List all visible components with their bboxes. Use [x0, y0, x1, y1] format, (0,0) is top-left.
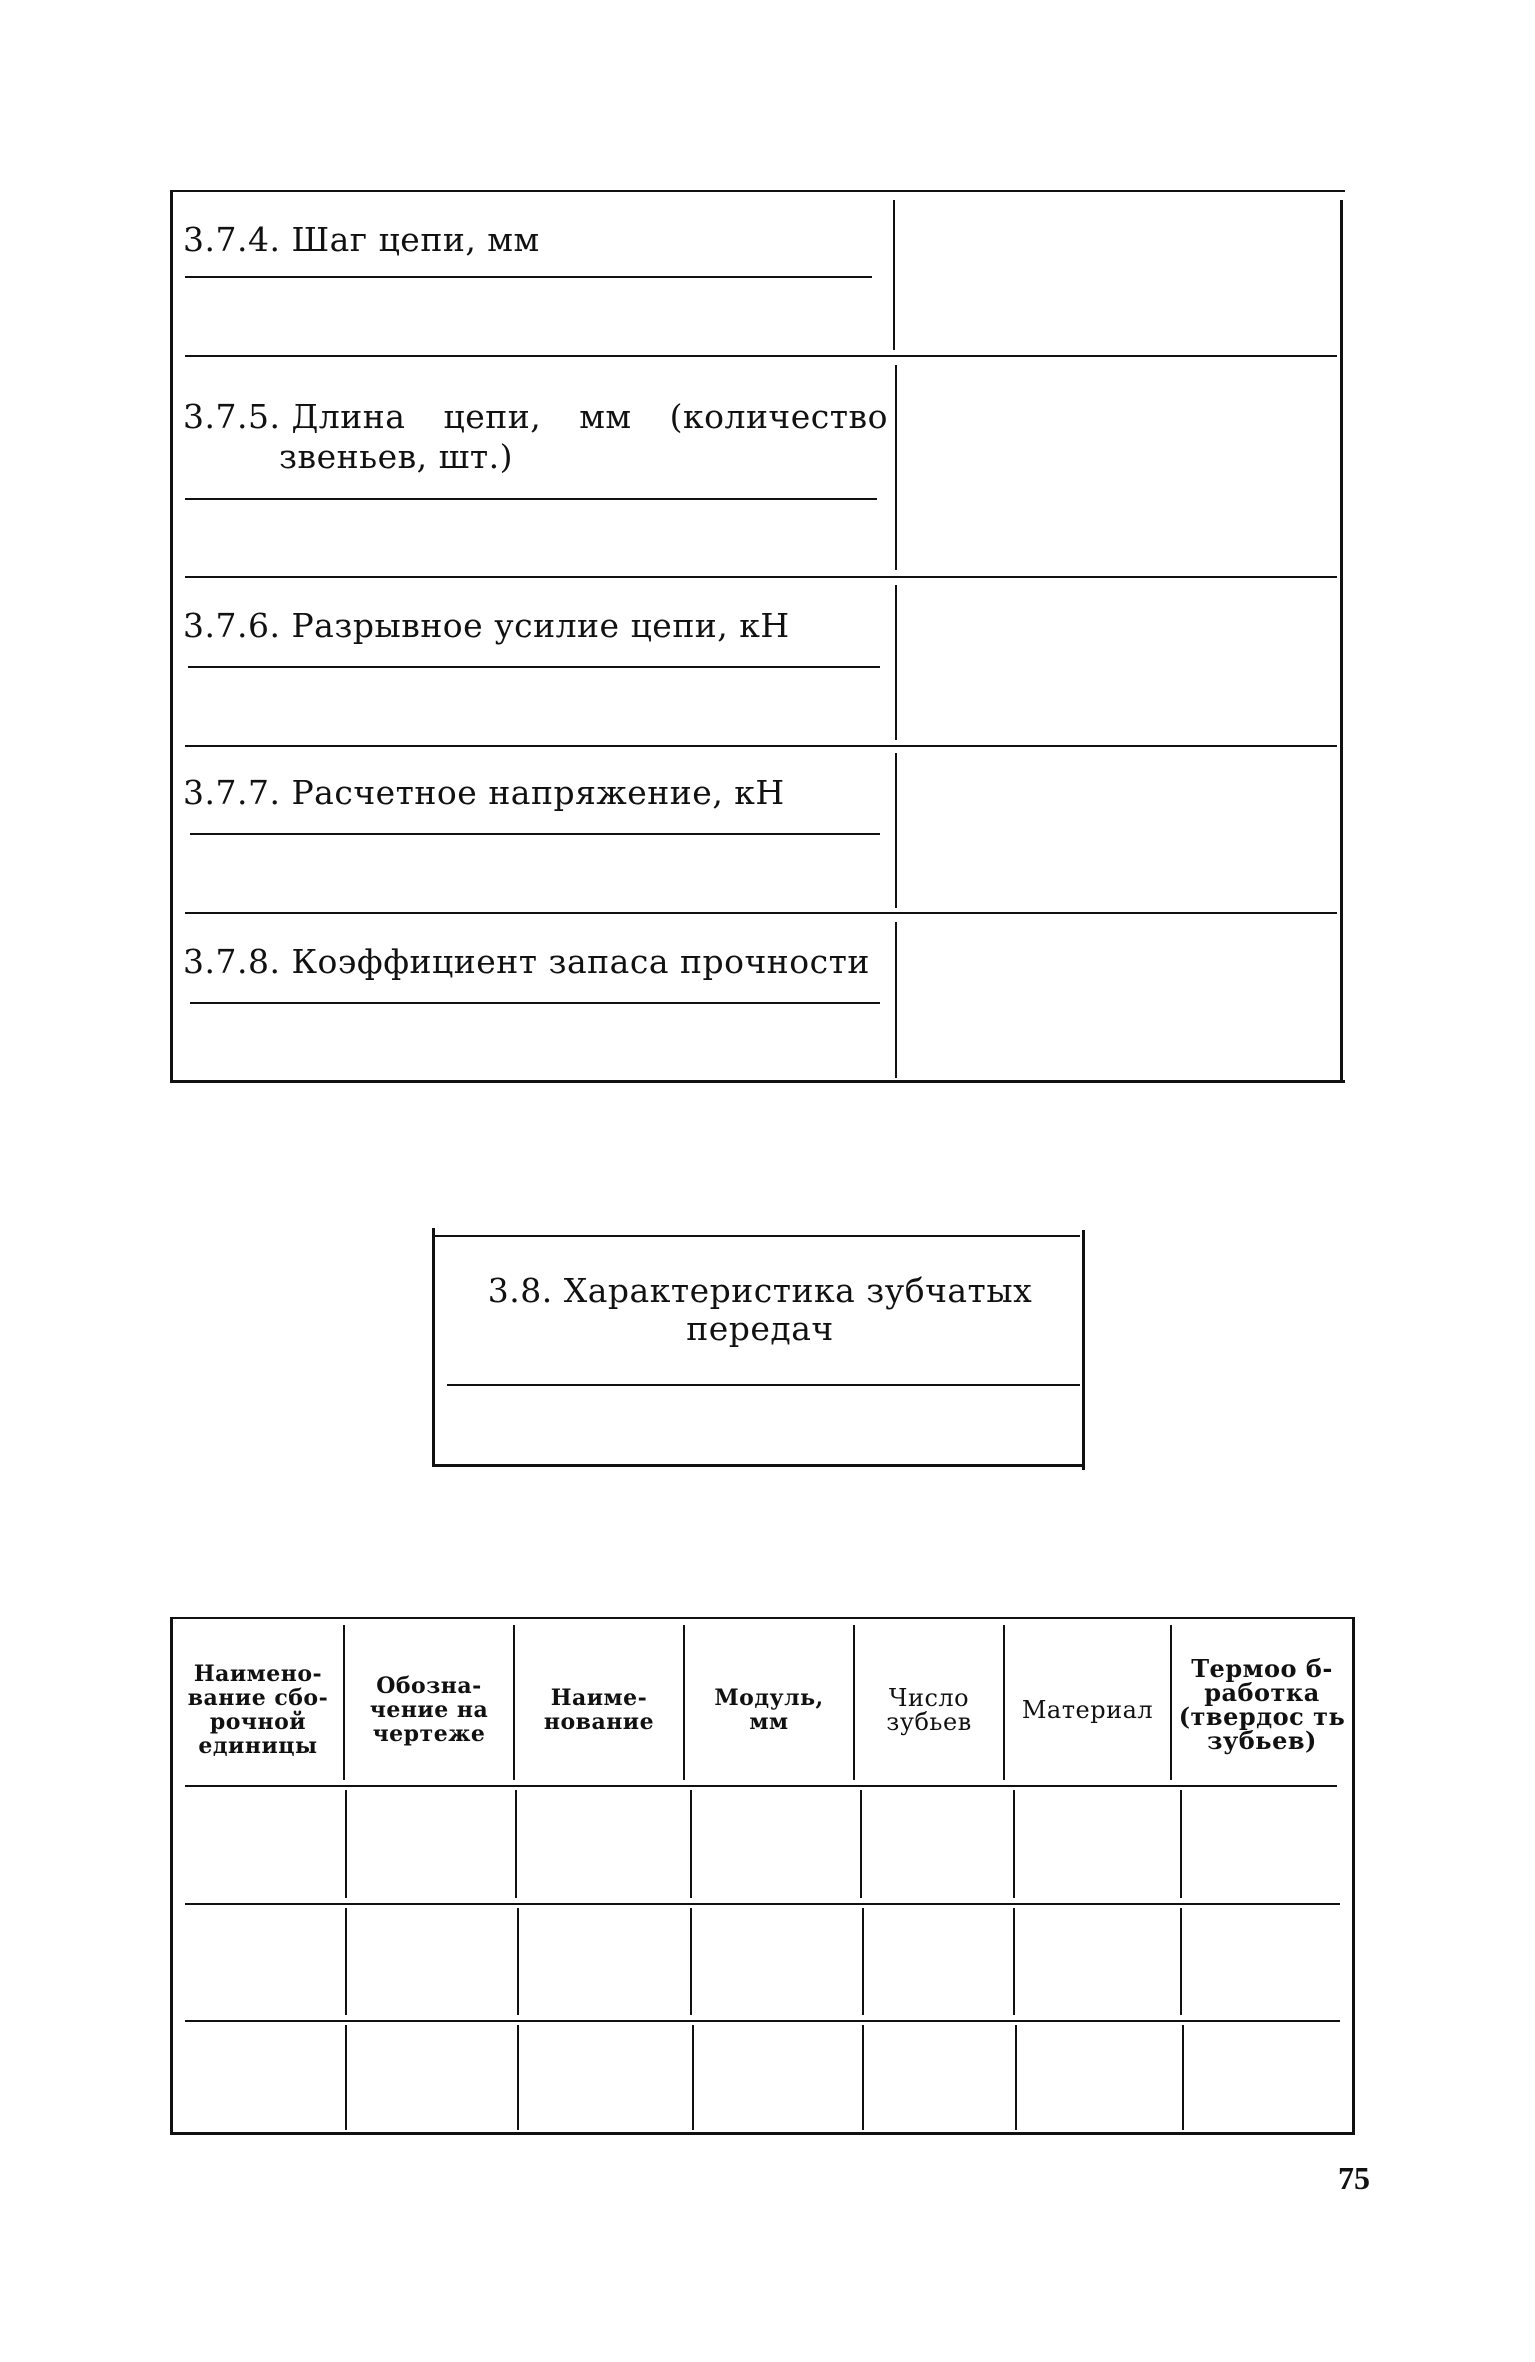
col-header-drawing-designation: Обозна- чение на чертеже	[369, 1673, 489, 1747]
table-right-border	[1352, 1617, 1355, 2135]
table-cell[interactable]	[519, 1908, 689, 2016]
box-bottom-border	[432, 1464, 1084, 1467]
table-cell[interactable]	[693, 1790, 861, 1900]
row-3-7-4-value[interactable]	[900, 200, 1338, 350]
row-3-7-6-label	[183, 606, 790, 646]
value-column-divider	[895, 922, 897, 1078]
col-header-teeth-count: Число зубьев	[886, 1684, 972, 1736]
value-column-divider	[895, 365, 897, 570]
col-header-heat-treatment: Термоо б- работка (твердос ть зубьев)	[1178, 1654, 1346, 1755]
table-cell[interactable]	[693, 2025, 861, 2130]
row-number: 3.7.7.	[183, 773, 281, 812]
row-3-7-8-label	[183, 942, 870, 982]
table-cell[interactable]	[865, 1790, 1013, 1900]
row-text: Разрывное усилие цепи, кН	[291, 606, 790, 645]
row-text: Расчетное напряжение, кН	[291, 773, 785, 812]
label-word: мм	[579, 397, 632, 436]
col-header-material: Материал	[1021, 1696, 1154, 1724]
label-underline	[188, 666, 880, 668]
table-cell[interactable]	[865, 1908, 1013, 2016]
title-line-1: 3.8. Характеристика зубчатых	[487, 1271, 1033, 1310]
row-number: 3.7.4.	[183, 220, 281, 259]
table-cell[interactable]	[175, 1790, 343, 1900]
label-underline	[190, 1002, 880, 1004]
label-underline	[185, 498, 877, 500]
table-cell[interactable]	[1183, 2025, 1348, 2130]
form-top-border	[170, 190, 1345, 192]
table-row	[175, 1908, 1350, 2016]
label-word: (количество	[669, 397, 888, 436]
table-cell[interactable]	[1183, 1790, 1348, 1900]
box-top-border	[432, 1235, 1080, 1237]
table-cell[interactable]	[1017, 2025, 1179, 2130]
table-cell[interactable]	[1017, 1908, 1179, 2016]
label-line-2: звеньев, шт.)	[279, 437, 513, 476]
col-header-assembly-unit: Наимено- вание сбо- рочной единицы	[187, 1661, 329, 1759]
row-separator	[185, 2020, 1340, 2022]
label-underline	[190, 833, 880, 835]
form-right-border	[1340, 200, 1343, 1083]
row-separator	[185, 912, 1337, 914]
page-number: 75	[1338, 2160, 1370, 2196]
table-cell[interactable]	[519, 2025, 689, 2130]
row-3-7-6-value[interactable]	[900, 585, 1338, 740]
table-row	[175, 1790, 1350, 1900]
label-line-1	[183, 397, 888, 437]
box-right-border	[1082, 1230, 1085, 1470]
row-separator	[185, 1903, 1340, 1905]
value-column-divider	[895, 585, 897, 740]
box-left-border	[432, 1228, 435, 1466]
row-3-7-5-label	[183, 397, 888, 477]
title-line-2: передач	[686, 1309, 834, 1348]
col-header-name: Наиме- нование	[543, 1685, 655, 1735]
table-row	[175, 2025, 1350, 2130]
row-text: Коэффициент запаса прочности	[291, 942, 870, 981]
table-cell[interactable]	[175, 1908, 343, 2016]
row-separator	[185, 355, 1337, 357]
table-bottom-border	[170, 2132, 1355, 2135]
table-cell[interactable]	[693, 1908, 861, 2016]
table-top-border	[170, 1617, 1355, 1619]
row-number: 3.7.6.	[183, 606, 281, 645]
row-separator	[185, 745, 1337, 747]
label-underline	[185, 276, 872, 278]
section-3-8-entry[interactable]	[440, 1390, 1078, 1460]
row-3-7-4-label	[183, 220, 540, 260]
label-word: цепи,	[443, 397, 542, 436]
table-cell[interactable]	[347, 1908, 515, 2016]
row-3-7-5-value[interactable]	[900, 365, 1338, 570]
col-header-module: Модуль, мм	[714, 1685, 824, 1735]
table-cell[interactable]	[519, 1790, 689, 1900]
header-separator	[185, 1785, 1337, 1787]
row-text: Шаг цепи, мм	[291, 220, 540, 259]
row-3-7-8-value[interactable]	[900, 922, 1338, 1078]
row-number: 3.7.5. Длина	[183, 397, 406, 436]
row-separator	[185, 576, 1337, 578]
table-cell[interactable]	[1183, 1908, 1348, 2016]
table-cell[interactable]	[1017, 1790, 1179, 1900]
section-3-8-title	[440, 1272, 1080, 1348]
row-3-7-7-value[interactable]	[900, 753, 1338, 908]
form-left-border	[170, 190, 173, 1083]
table-cell[interactable]	[865, 2025, 1013, 2130]
table-cell[interactable]	[175, 2025, 343, 2130]
box-underline	[447, 1384, 1080, 1386]
table-cell[interactable]	[347, 1790, 515, 1900]
table-cell[interactable]	[347, 2025, 515, 2130]
row-number: 3.7.8.	[183, 942, 281, 981]
form-bottom-border	[170, 1080, 1345, 1083]
value-column-divider	[895, 753, 897, 908]
value-column-divider	[893, 200, 895, 350]
row-3-7-7-label	[183, 773, 785, 813]
